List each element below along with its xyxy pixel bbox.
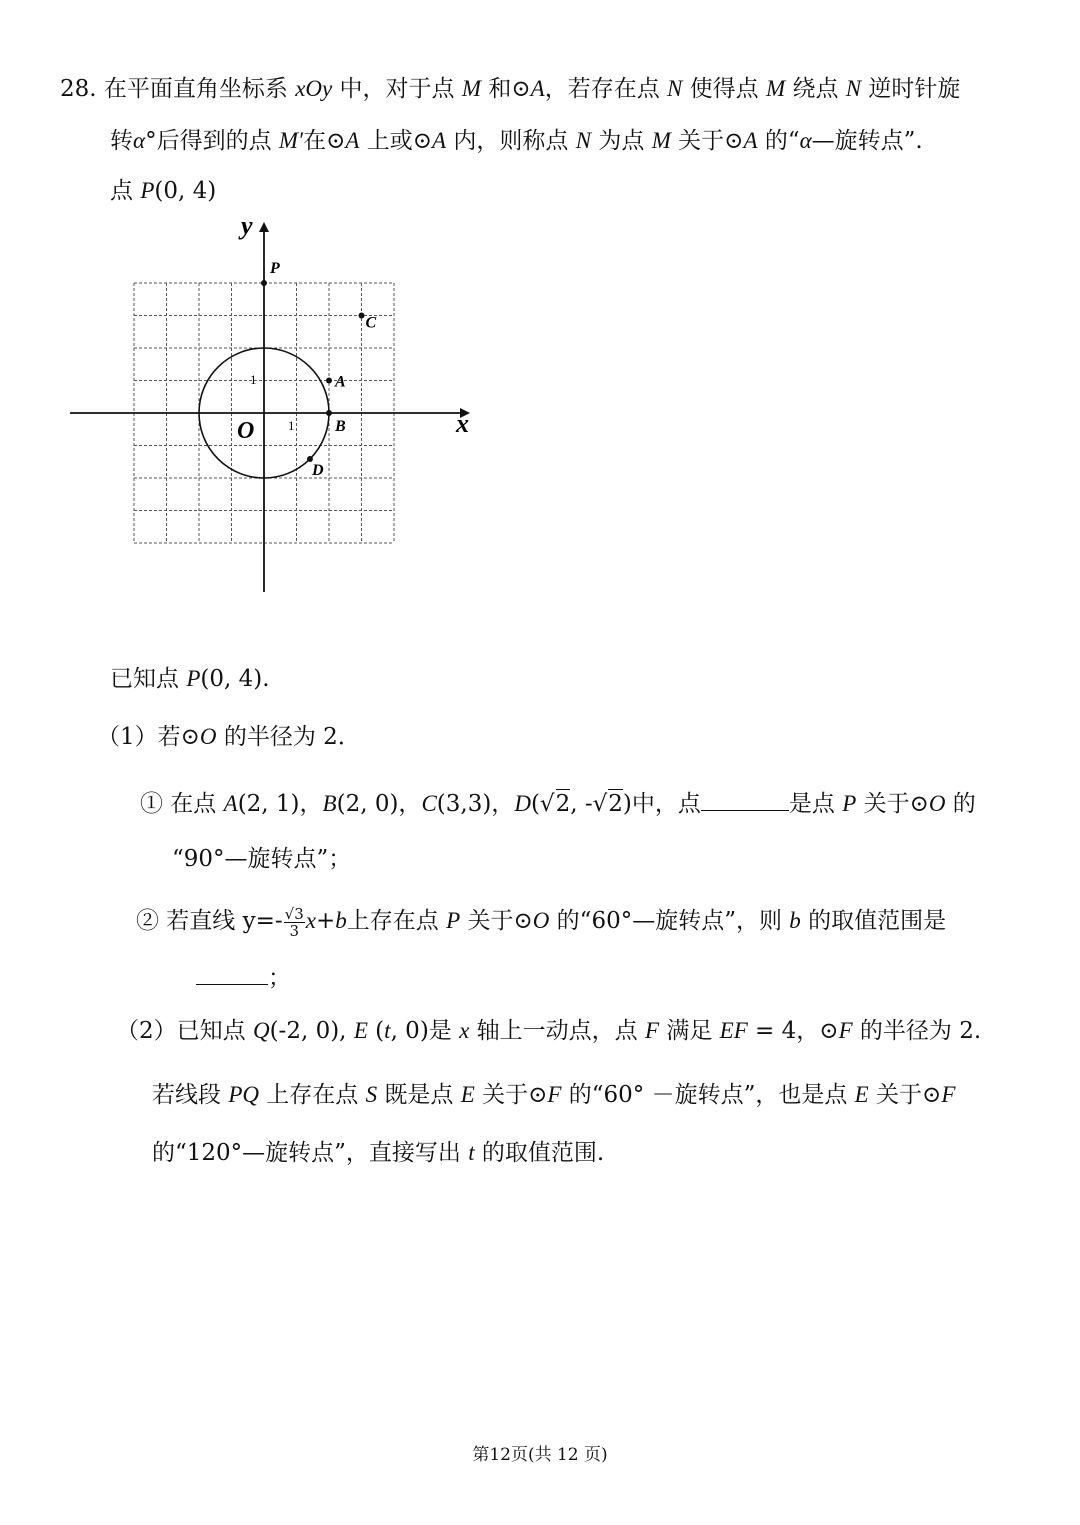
point-label-p: P: [270, 260, 280, 277]
part2-line-2: 若线段 PQ 上存在点 S 既是点 E 关于⊙F 的“60° －旋转点”，也是点 E 关于⊙F: [152, 1082, 956, 1108]
part1-q2-line-2: ；: [196, 962, 291, 993]
point-label-d: D: [311, 461, 324, 479]
question-number: 28.: [60, 76, 97, 102]
part1-q1-line-1: ① 在点 A(2, 1)，B(2, 0)，C(3,3)，D(√2, -√2)中，点 是点 P 关于⊙O 的: [140, 788, 976, 819]
point-label-a: A: [335, 373, 346, 391]
y-axis-label: y: [241, 211, 253, 240]
origin-label: O: [237, 418, 255, 444]
coordinate-figure: [60, 210, 490, 610]
point-label-c: C: [365, 314, 377, 332]
part1-q1-line-2: “90°—旋转点”；: [172, 846, 352, 872]
problem-line-2: 转α°后得到的点 M′在⊙A 上或⊙A 内，则称点 N 为点 M 关于⊙A 的“α—旋转点”.: [110, 128, 923, 154]
point-label-b: B: [335, 418, 346, 435]
circled-number-1: ①: [140, 791, 163, 817]
problem-line-3: 点 P(0, 4): [110, 178, 217, 204]
tick-x-1: 1: [288, 418, 295, 433]
point-b: [326, 410, 332, 416]
known-line: 已知点 P(0, 4).: [110, 666, 270, 692]
x-axis-label: x: [456, 409, 469, 438]
part2-line-1: （2）已知点 Q(-2, 0), E (t, 0)是 x 轴上一动点，点 F 满足 EF = 4，⊙F 的半径为 2.: [116, 1018, 982, 1044]
part1-heading: （1）若⊙O 的半径为 2．: [97, 724, 361, 750]
fraction-sqrt3-over-3: $\frac{√3}{3}$: [284, 904, 304, 940]
point-c: [359, 313, 365, 319]
circled-number-2: ②: [136, 908, 159, 934]
part1-q2-line-1: ② 若直线 y=- $\frac{√3}{3}$ x+b上存在点 P 关于⊙O 的“60°—旋转点”，则 b 的取值范围是: [136, 904, 947, 940]
answer-blank-2[interactable]: [196, 962, 268, 985]
points: [261, 260, 377, 479]
answer-blank-1[interactable]: [701, 788, 789, 811]
point-a: [326, 378, 332, 384]
problem-line-1: 28. 在平面直角坐标系 xOy 中，对于点 M 和⊙A，若存在点 N 使得点 M 绕点 N 逆时针旋: [60, 76, 961, 102]
part2-line-3: 的“120°—旋转点”，直接写出 t 的取值范围.: [152, 1140, 605, 1166]
page-footer: 第12页(共 12 页): [472, 1445, 608, 1465]
point-p: [261, 280, 267, 286]
tick-y-1: 1: [250, 372, 257, 387]
